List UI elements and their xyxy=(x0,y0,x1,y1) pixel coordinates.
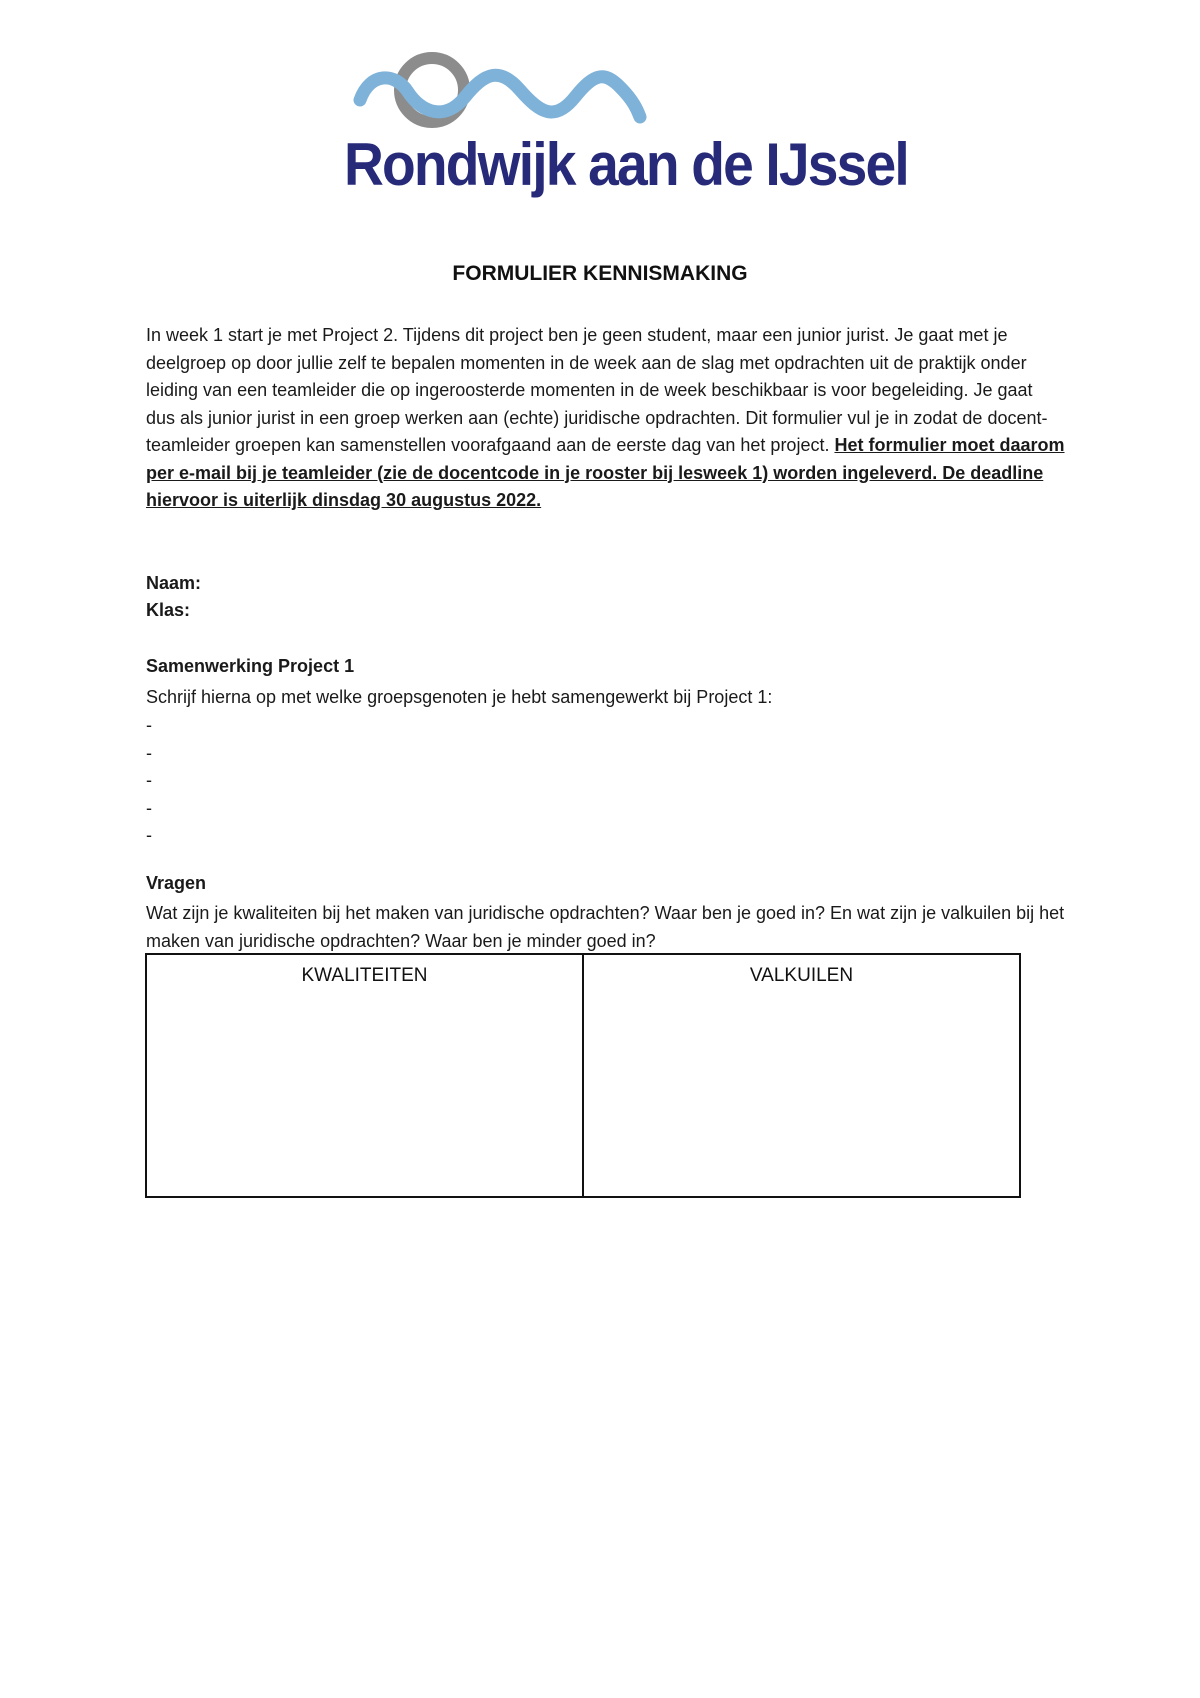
list-item: - xyxy=(146,770,152,790)
list-item: - xyxy=(146,797,152,818)
field-naam: Naam: xyxy=(146,573,202,593)
groepsgenoten-list xyxy=(146,712,152,850)
kwaliteiten-cell[interactable] xyxy=(147,955,582,1196)
intro-paragraph xyxy=(146,322,1066,515)
municipality-logo xyxy=(340,52,908,212)
kwaliteiten-header: KWALITEITEN xyxy=(301,965,428,986)
valkuilen-header: VALKUILEN xyxy=(749,965,854,986)
vragen-question: Wat zijn je kwaliteiten bij het maken van juridische opdrachten? Waar ben je goed in? En wat zijn je valkuilen bij het maken van juridische opdrachten? Waar ben je minder goed in? xyxy=(146,903,1065,951)
samenwerking-heading: Samenwerking Project 1 xyxy=(146,656,355,676)
intro-deadline-emphasis: Het formulier moet daarom per e-mail bij je teamleider (zie de docentcode in je rooster bij lesweek 1) worden ingeleverd. De deadline hiervoor is uiterlijk dinsdag 30 augustus 2022. xyxy=(146,435,1065,510)
list-item: - xyxy=(146,825,152,845)
list-item: - xyxy=(146,742,152,763)
page-title: FORMULIER KENNISMAKING xyxy=(452,262,748,285)
vragen-heading: Vragen xyxy=(146,873,207,893)
intro-text: In week 1 start je met Project 2. Tijdens dit project ben je geen student, maar een junior jurist. Je gaat met je deelgroep op door jullie zelf te bepalen momenten in de week aan de slag met opdrachten uit de praktijk onder leiding van een teamleider die op ingeroosterde momenten in de week beschikbaar is voor begeleiding. Je gaat dus als junior jurist in een groep werken aan (echte) juridische opdrachten. Dit formulier vul je in zodat de docent-teamleider groepen kan samenstellen voorafgaand aan de eerste dag van het project. xyxy=(146,325,1048,455)
samenwerking-instruction: Schrijf hierna op met welke groepsgenoten je hebt samengewerkt bij Project 1: xyxy=(146,687,773,707)
valkuilen-cell[interactable] xyxy=(582,955,1019,1196)
list-item: - xyxy=(146,715,152,735)
logo-wordmark: Rondwijk aan de IJssel xyxy=(344,131,908,198)
field-klas: Klas: xyxy=(146,600,191,620)
kwaliteiten-valkuilen-table xyxy=(145,953,1021,1198)
